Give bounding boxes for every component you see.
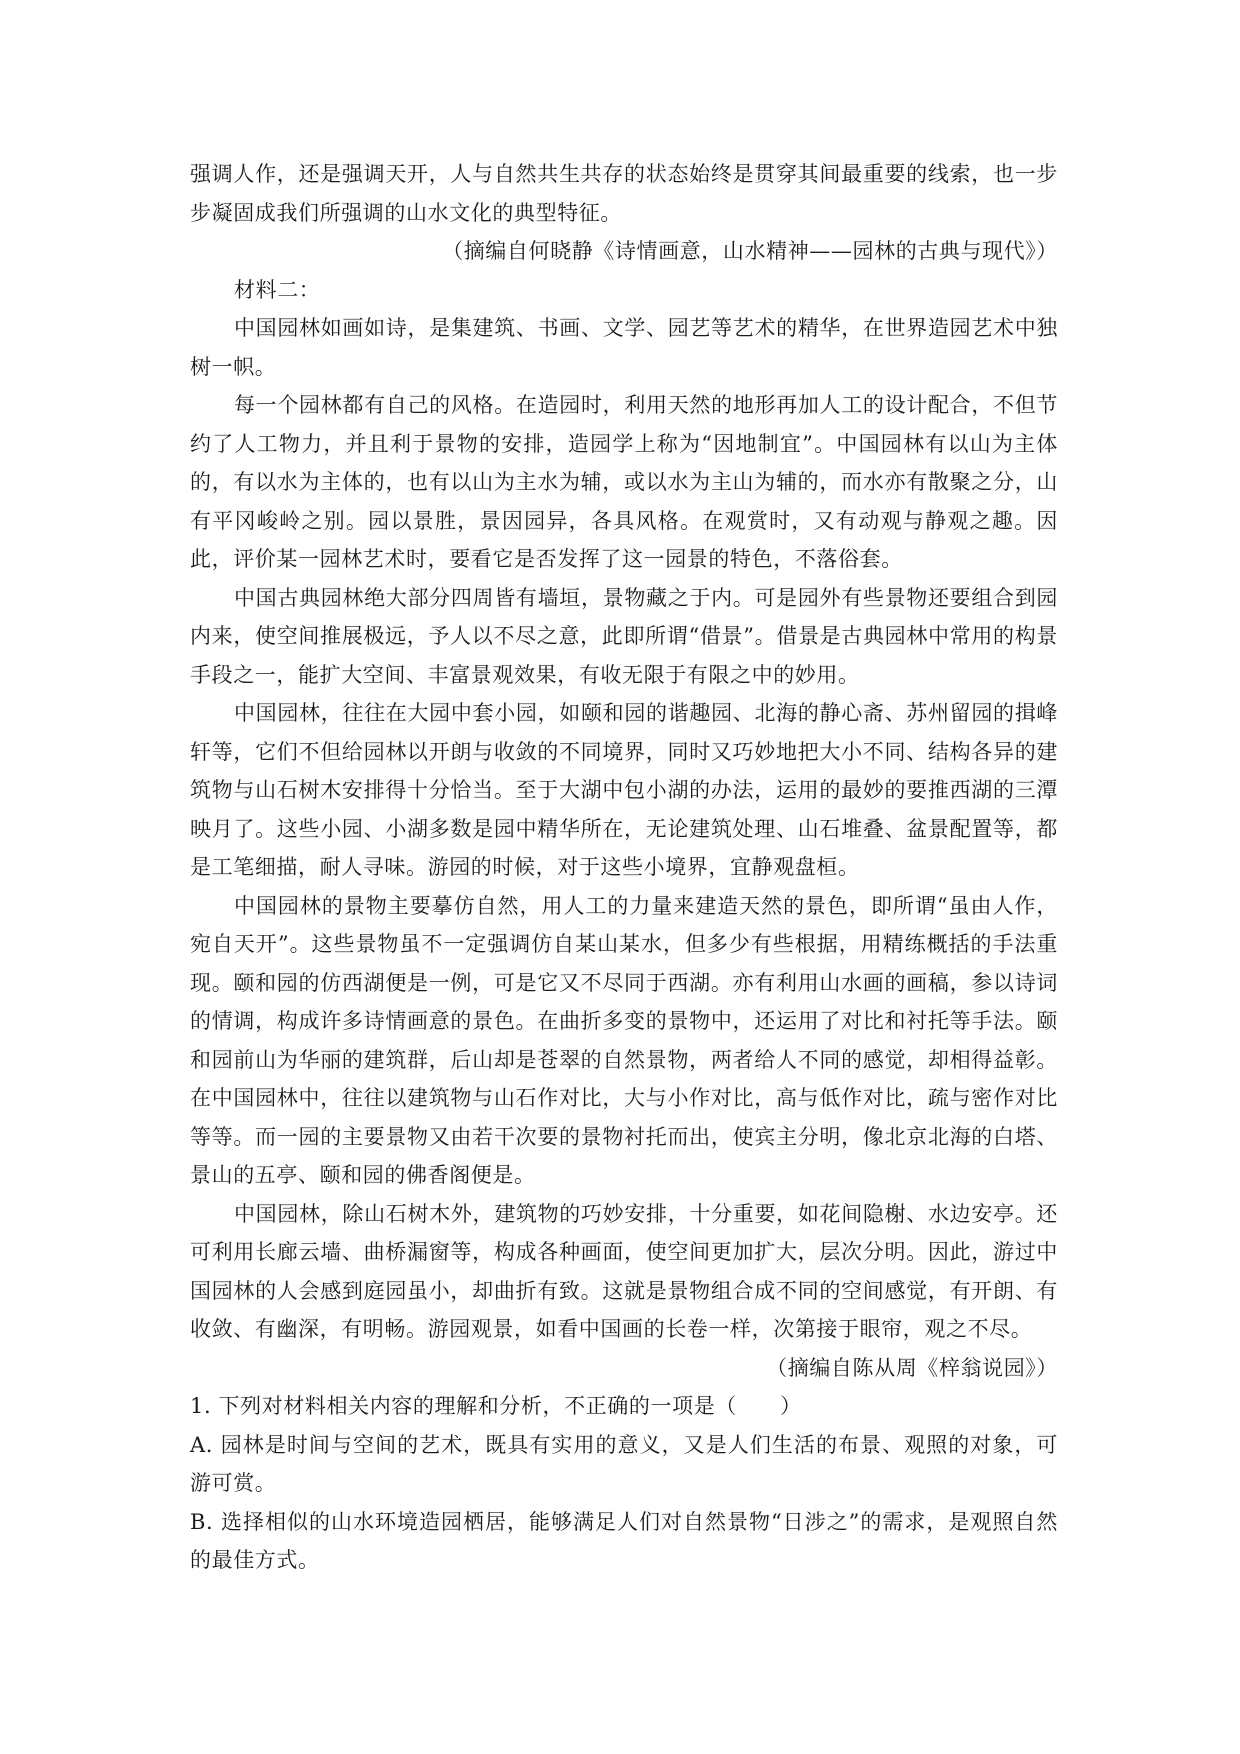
question-stem: 1. 下列对材料相关内容的理解和分析，不正确的一项是（ ） bbox=[190, 1394, 802, 1418]
document-page bbox=[190, 155, 1058, 1580]
material2-paragraph: 中国园林的景物主要摹仿自然，用人工的力量来建造天然的景色，即所谓“虽由人作，宛自天开”。这些景物虽不一定强调仿自某山某水，但多少有些根据，用精练概括的手法重现。颐和园的仿西湖便是一例，可是它又不尽同于西湖。亦有利用山水画的画稿，参以诗词的情调，构成许多诗情画意的景色。在曲折多变的景物中，还运用了对比和衬托等手法。颐和园前山为华丽的建筑群，后山却是苍翠的自然景物，两者给人不同的感觉，却相得益彰。在中国园林中，往往以建筑物与山石作对比，大与小作对比，高与低作对比，疏与密作对比等等。而一园的主要景物又由若干次要的景物衬托而出，使宾主分明，像北京北海的白塔、景山的五亭、颐和园的佛香阁便是。 bbox=[190, 893, 1058, 1187]
material2-paragraph: 中国园林，往往在大园中套小园，如颐和园的谐趣园、北海的静心斋、苏州留园的揖峰轩等，它们不但给园林以开朗与收敛的不同境界，同时又巧妙地把大小不同、结构各异的建筑物与山石树木安排得十分恰当。至于大湖中包小湖的办法，运用的最妙的要推西湖的三潭映月了。这些小园、小湖多数是园中精华所在，无论建筑处理、山石堆叠、盆景配置等，都是工笔细描，耐人寻味。游园的时候，对于这些小境界，宜静观盘桓。 bbox=[190, 701, 1058, 879]
material2-paragraph: 每一个园林都有自己的风格。在造园时，利用天然的地形再加人工的设计配合，不但节约了人工物力，并且利于景物的安排，造园学上称为“因地制宜”。中国园林有以山为主体的，有以水为主体的，也有以山为主水为辅，或以水为主山为辅的，而水亦有散聚之分，山有平冈峻岭之别。园以景胜，景因园异，各具风格。在观赏时，又有动观与静观之趣。因此，评价某一园林艺术时，要看它是否发挥了这一园景的特色，不落俗套。 bbox=[190, 393, 1058, 571]
material2-label: 材料二： bbox=[234, 277, 321, 302]
material2-paragraph: 中国园林，除山石树木外，建筑物的巧妙安排，十分重要，如花间隐榭、水边安亭。还可利用长廊云墙、曲桥漏窗等，构成各种画面，使空间更加扩大，层次分明。因此，游过中国园林的人会感到庭园虽小，却曲折有致。这就是景物组合成不同的空间感觉，有开朗、有收敛、有幽深，有明畅。游园观景，如看中国画的长卷一样，次第接于眼帘，观之不尽。 bbox=[190, 1201, 1058, 1341]
material2-source: （摘编自陈从周《梓翁说园》） bbox=[766, 1355, 1058, 1380]
material1-source: （摘编自何晓静《诗情画意，山水精神——园林的古典与现代》） bbox=[442, 239, 1058, 263]
material2-paragraph: 中国园林如画如诗，是集建筑、书画、文学、园艺等艺术的精华，在世界造园艺术中独树一帜。 bbox=[190, 316, 1058, 379]
material2-paragraph: 中国古典园林绝大部分四周皆有墙垣，景物藏之于内。可是园外有些景物还要组合到园内来，使空间推展极远，予人以不尽之意，此即所谓“借景”。借景是古典园林中常用的构景手段之一，能扩大空间、丰富景观效果，有收无限于有限之中的妙用。 bbox=[190, 585, 1058, 687]
material1-tail-paragraph: 强调人作，还是强调天开，人与自然共生共存的状态始终是贯穿其间最重要的线索，也一步步凝固成我们所强调的山水文化的典型特征。 bbox=[190, 162, 1058, 225]
option-b: B. 选择相似的山水环境造园栖居，能够满足人们对自然景物“日涉之”的需求，是观照自然的最佳方式。 bbox=[190, 1509, 1058, 1572]
option-a: A. 园林是时间与空间的艺术，既具有实用的意义，又是人们生活的布景、观照的对象，可游可赏。 bbox=[190, 1432, 1058, 1495]
